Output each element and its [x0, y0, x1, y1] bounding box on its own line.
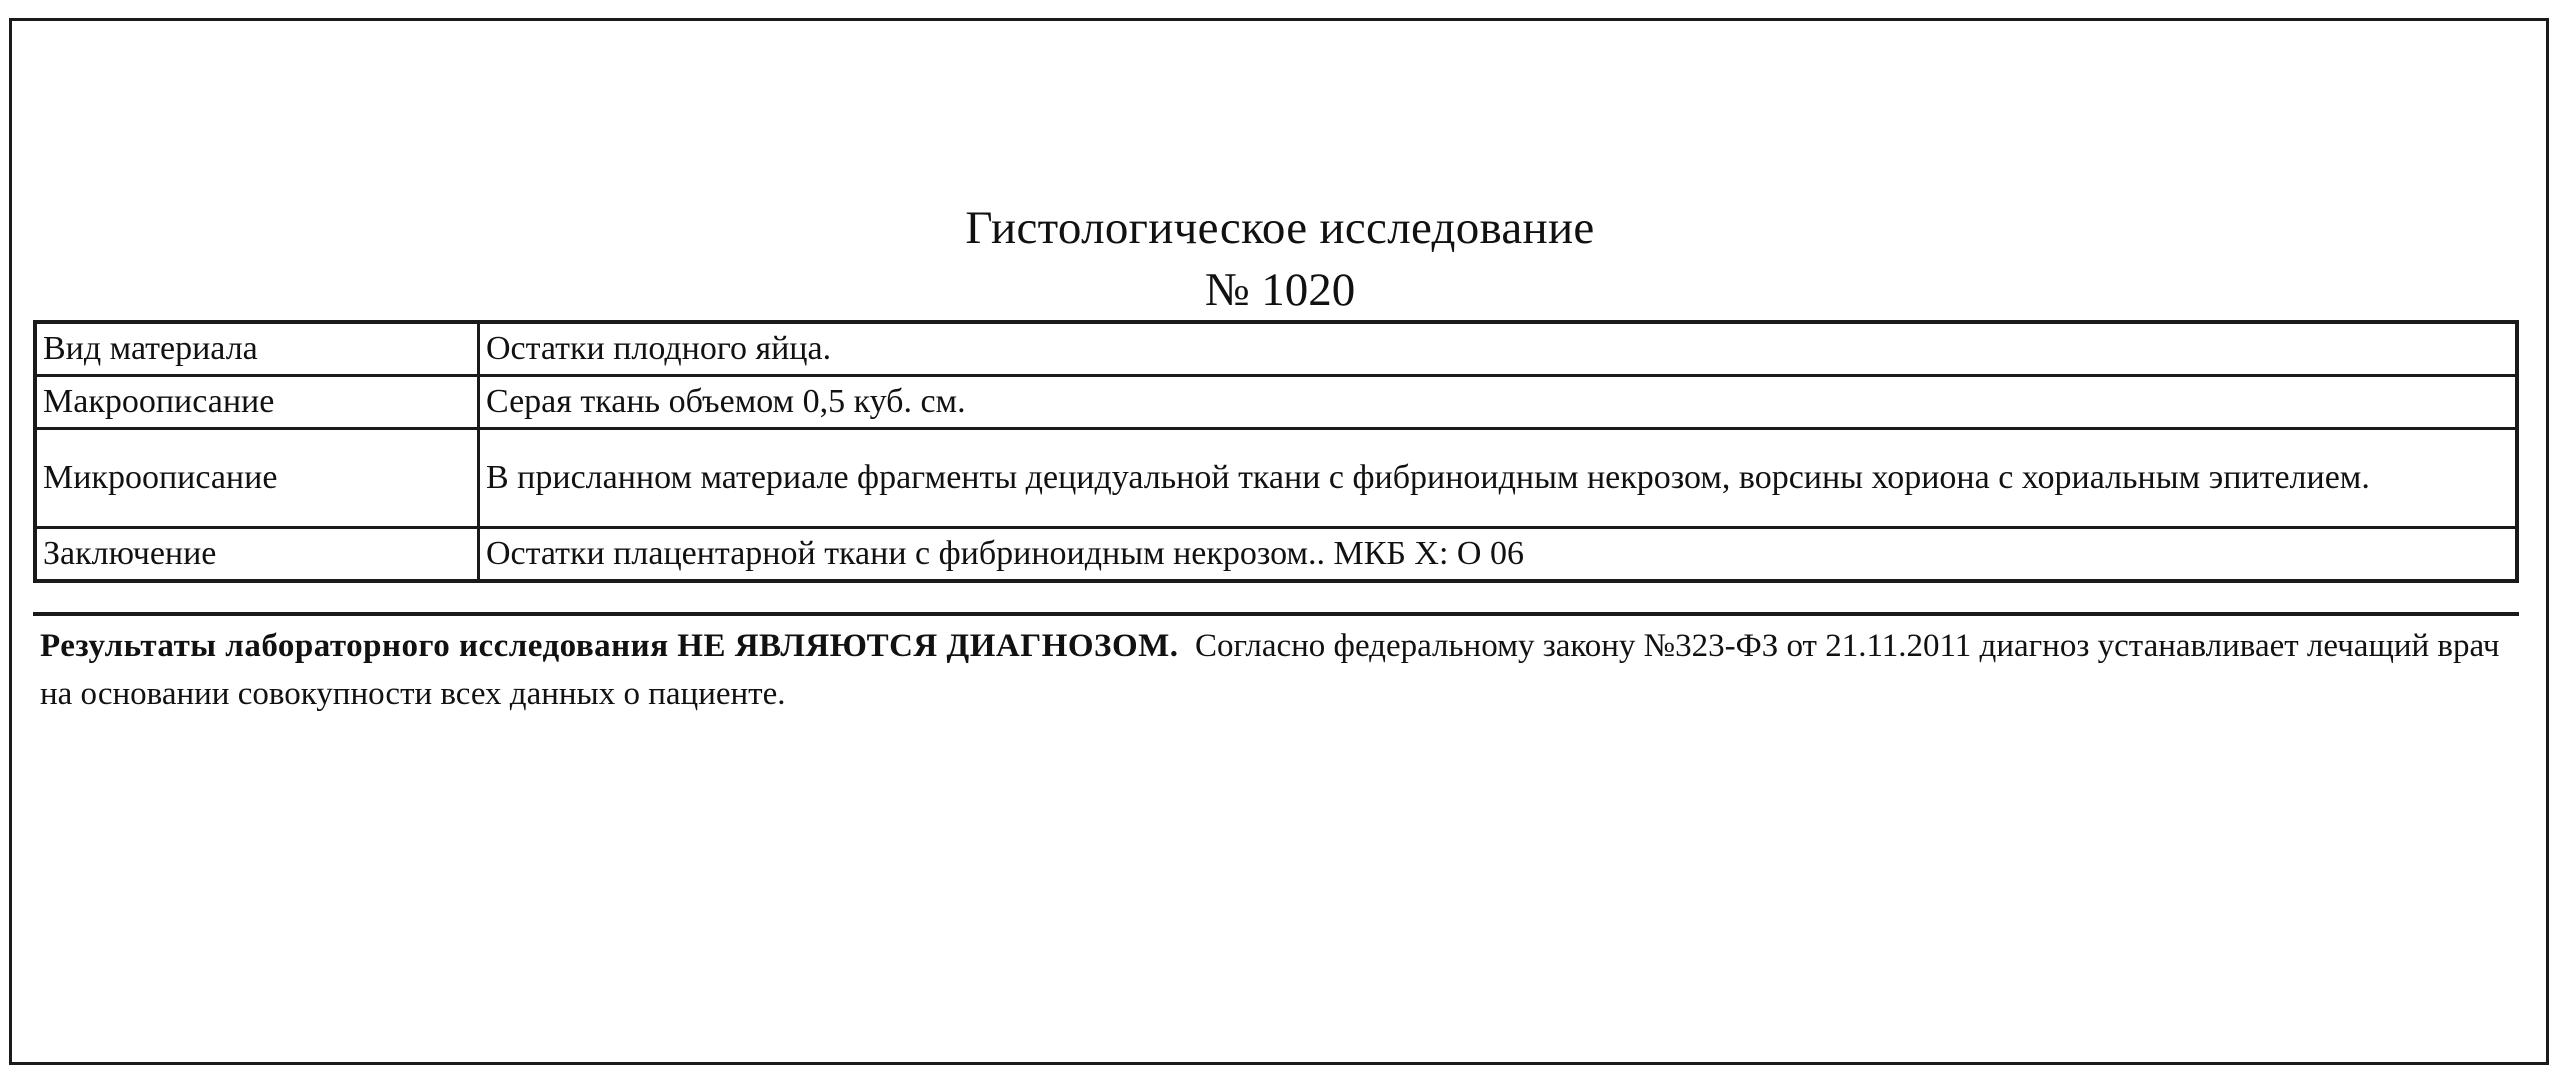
table-row — [35, 429, 2517, 528]
table-row — [35, 376, 2517, 429]
section-divider — [33, 612, 2519, 616]
row-value: В присланном материале фрагменты децидуальной ткани с фибриноидным некрозом, ворсины хориона с хориальным эпителием. — [479, 429, 2518, 528]
row-label: Макроописание — [35, 376, 479, 429]
row-label: Вид материала — [35, 322, 479, 376]
disclaimer-text: Согласно федеральному закону №323-ФЗ от 21.11.2011 диагноз устанавливает лечащий врач на основании совокупности всех данных о пациенте. — [40, 628, 2500, 712]
table-row — [35, 528, 2517, 582]
row-label: Заключение — [35, 528, 479, 582]
row-value: Серая ткань объемом 0,5 куб. см. — [479, 376, 2518, 429]
disclaimer — [40, 622, 2520, 718]
results-table — [33, 320, 2519, 583]
row-value: Остатки плацентарной ткани с фибриноидным некрозом.. МКБ X: O 06 — [479, 528, 2518, 582]
document-title: Гистологическое исследование — [965, 202, 1595, 254]
disclaimer-bold: Результаты лабораторного исследования НЕ ЯВЛЯЮТСЯ ДИАГНОЗОМ. — [40, 628, 1179, 664]
row-label: Микроописание — [35, 429, 479, 528]
document-number: № 1020 — [1204, 264, 1356, 316]
row-value: Остатки плодного яйца. — [479, 322, 2518, 376]
table-row — [35, 322, 2517, 376]
